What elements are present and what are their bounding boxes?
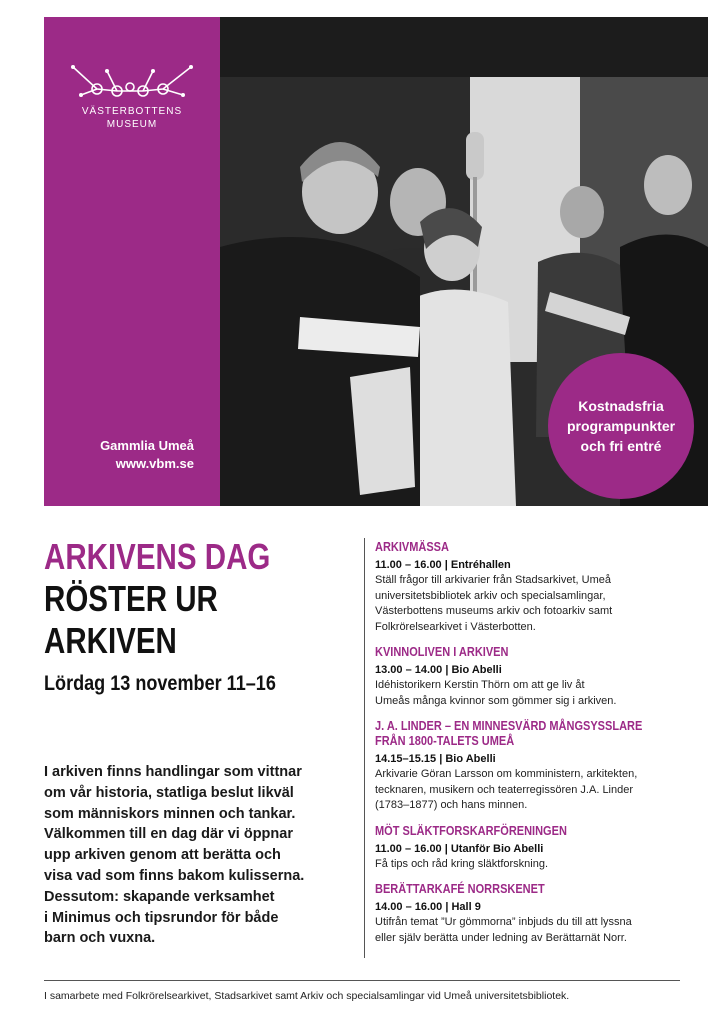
hero: [44, 17, 708, 506]
program-item-description: [375, 767, 675, 814]
program-item-description: [375, 857, 675, 873]
program-item-desc-line: universitetsbibliotek arkiv och specialsamlingar,: [375, 589, 606, 602]
intro-line: barn och vuxna.: [44, 930, 156, 947]
program-item-linder: [375, 719, 675, 814]
program-item-time: 11.00 – 16.00 | Entréhallen: [375, 559, 511, 571]
program-item-desc-line: Västerbottens museums arkiv och fotoarkiv samt: [375, 605, 613, 617]
program-item-title: KVINNOLIVEN I ARKIVEN: [375, 645, 509, 659]
badge-line2: programpunkter: [566, 418, 676, 434]
intro-line: I arkiven finns handlingar som vittnar: [44, 764, 302, 780]
intro-text: [44, 762, 344, 949]
program-item-desc-line: Umeås många kvinnor som gömmer sig i arkiven.: [375, 694, 617, 707]
museum-website[interactable]: www.vbm.se: [115, 456, 194, 471]
event-date: Lördag 13 november 11–16: [44, 672, 276, 695]
program-item-desc-line: tecknaren, musikern och teaterregissören J.A. Linder: [375, 783, 634, 796]
intro-line: om vår historia, statliga beslut likväl: [44, 784, 294, 801]
museum-info: [100, 437, 194, 473]
intro-line: visa vad som finns bakom kulisserna.: [44, 867, 305, 884]
program-item-kvinnoliven: [375, 645, 675, 709]
program-item-desc-line: Idéhistorikern Kerstin Thörn om att ge liv åt: [375, 679, 585, 691]
program-item-desc-line: Folkrörelsearkivet i Västerbotten.: [375, 620, 536, 633]
program-item-title: ARKIVMÄSSA: [375, 540, 449, 554]
program-item-description: [375, 915, 675, 946]
museum-panel: [44, 17, 220, 506]
program-item-title: MÖT SLÄKTFORSKARFÖRENINGEN: [375, 823, 567, 838]
program-item-desc-line: (1783–1877) och hans minnen.: [375, 799, 528, 811]
intro-line: upp arkiven genom att berätta och: [44, 847, 281, 864]
program-item-time: 11.00 – 16.00 | Utanför Bio Abelli: [375, 842, 544, 855]
program-item-slaktforskare: [375, 824, 675, 873]
intro-line: som människors minnen och tankar.: [44, 805, 296, 822]
program-item-title: FRÅN 1800-TALETS UMEÅ: [375, 734, 515, 748]
museum-name-line2: MUSEUM: [106, 119, 158, 130]
museum-logo-icon: [67, 61, 197, 101]
event-subtitle-line1: RÖSTER UR: [44, 578, 218, 619]
program-item-arkivmassa: [375, 540, 675, 635]
program-item-description: [375, 678, 675, 709]
museum-logo: [44, 61, 220, 131]
program-item-title: J. A. LINDER – EN MINNESVÄRD MÅNGSYSSLARE: [375, 719, 643, 733]
program-item-desc-line: Få tips och råd kring släktforskning.: [375, 857, 549, 870]
footer-credits: I samarbete med Folkrörelsearkivet, Stadsarkivet samt Arkiv och specialsamlingar vid Umeå universitetsbibliotek.: [44, 990, 570, 1002]
program-item-description: [375, 573, 675, 635]
program-item-time: 14.15–15.15 | Bio Abelli: [375, 753, 496, 765]
program-item-desc-line: Ställ frågor till arkivarier från Stadsarkivet, Umeå: [375, 574, 611, 586]
free-entry-badge: [548, 353, 694, 499]
program-item-desc-line: Arkivarie Göran Larsson om komministern, arkitekten,: [375, 768, 638, 780]
program-item-title: BERÄTTARKAFÉ NORRSKENET: [375, 882, 545, 896]
event-headline: [44, 536, 344, 698]
program-item-time: 13.00 – 14.00 | Bio Abelli: [375, 664, 502, 676]
intro-line: Dessutom: skapande verksamhet: [44, 888, 275, 905]
intro-line: Välkommen till en dag där vi öppnar: [44, 826, 293, 843]
program-item-desc-line: Utifrån temat ”Ur gömmorna” inbjuds du till att lyssna: [375, 916, 632, 928]
intro-line: i Minimus och tipsrundor för både: [44, 909, 279, 926]
museum-name-line1: VÄSTERBOTTENS: [81, 106, 183, 117]
event-subtitle-line2: ARKIVEN: [44, 620, 177, 661]
program-item-time: 14.00 – 16.00 | Hall 9: [375, 901, 481, 913]
column-divider: [364, 538, 365, 958]
program-item-desc-line: eller själv berätta under ledning av Berättarnät Norr.: [375, 931, 627, 944]
footer-divider: [44, 980, 680, 981]
program-list: [375, 540, 675, 956]
museum-location: Gammlia Umeå: [100, 438, 194, 453]
badge-line3: och fri entré: [580, 438, 662, 454]
badge-line1: Kostnadsfria: [578, 398, 664, 414]
event-title: ARKIVENS DAG: [44, 536, 271, 577]
program-item-berattarkafe: [375, 882, 675, 946]
